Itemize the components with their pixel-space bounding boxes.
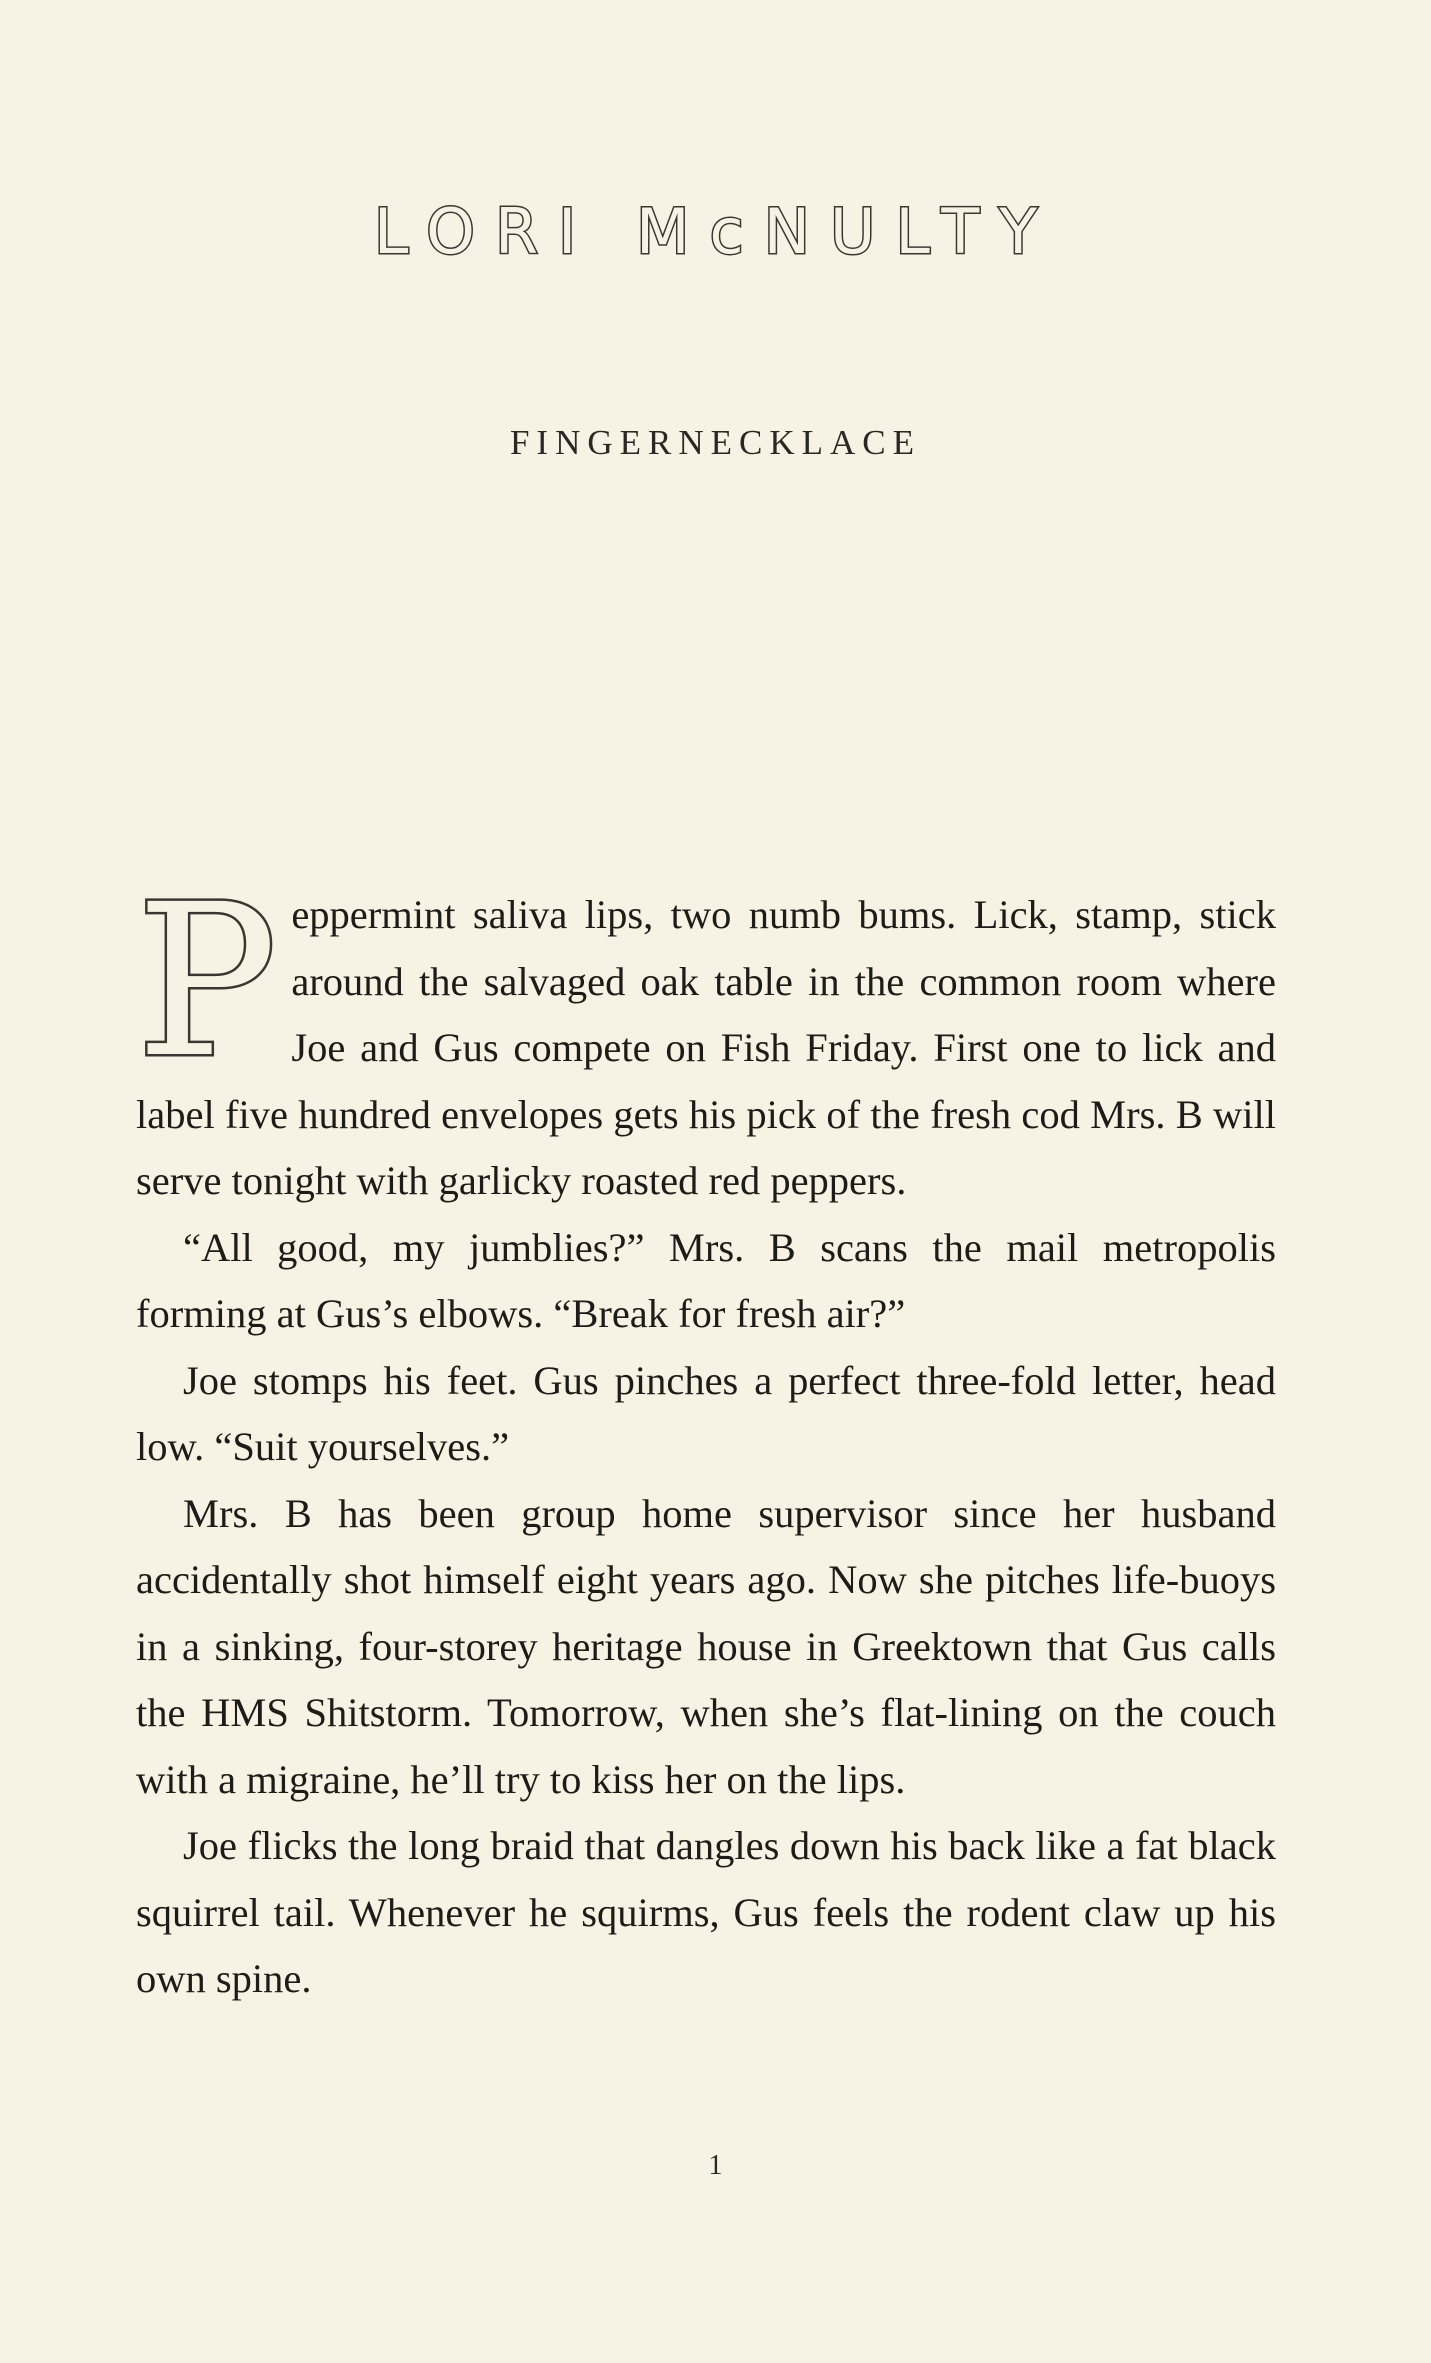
paragraph-2: “All good, my jumblies?” Mrs. B scans the mail metropolis forming at Gus’s elbows. “Break for fresh air?” <box>136 1224 1276 1336</box>
paragraph-3: Joe stomps his feet. Gus pinches a perfect three-fold letter, head low. “Suit yourselves.” <box>136 1357 1276 1469</box>
story-body <box>136 859 1276 2013</box>
paragraph-4: Mrs. B has been group home supervisor since her husband accidentally shot himself eight years ago. Now she pitches life-buoys in a sinking, four-storey heritage house in Greektown that Gus calls the HMS Shitstorm. Tomorrow, when she’s flat-lining on the couch with a migraine, he’ll try to kiss her on the lips. <box>136 1490 1276 1802</box>
drop-cap: P <box>136 859 278 1104</box>
page-number: 1 <box>708 2150 723 2181</box>
paragraph-1 <box>136 859 1276 1215</box>
story-title: FINGERNECKLACE <box>509 423 922 462</box>
paragraph-1-text: eppermint saliva lips, two numb bums. Lick, stamp, stick around the salvaged oak table in the common room where Joe and Gus compete on Fish Friday. First one to lick and label five hundred envelopes gets his pick of the fresh cod Mrs. B will serve tonight with garlicky roasted red peppers. <box>136 892 1276 1203</box>
paragraph-5: Joe flicks the long braid that dangles down his back like a fat black squirrel tail. Whenever he squirms, Gus feels the rodent claw up his own spine. <box>136 1823 1276 2001</box>
author-name: LORI McNULTY <box>373 195 1058 268</box>
